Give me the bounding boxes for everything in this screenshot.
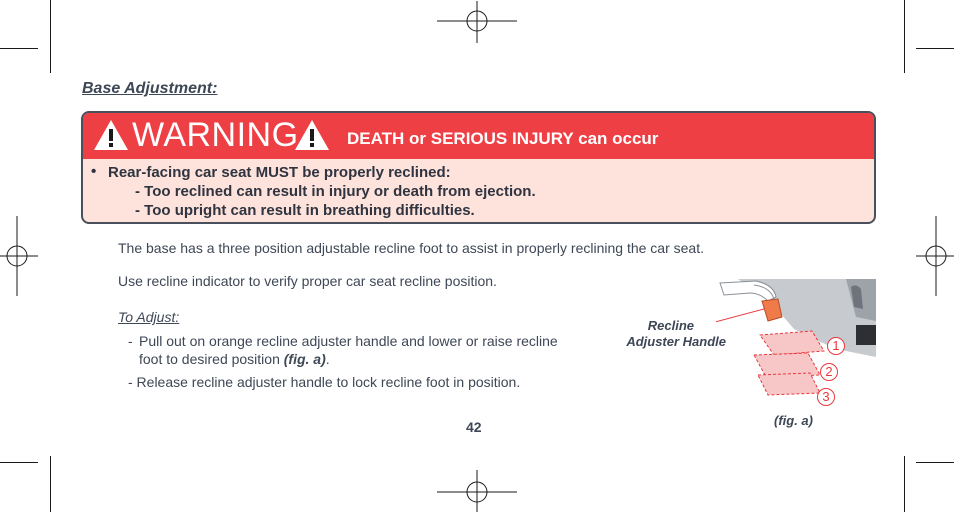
warning-triangle-icon — [93, 119, 129, 151]
crop-mark — [50, 456, 51, 512]
position-marker — [820, 363, 838, 381]
warning-sub-item: - Too reclined can result in injury or death from ejection. — [135, 183, 536, 200]
registration-mark-icon — [916, 216, 954, 296]
warning-sub-item: - Too upright can result in breathing difficulties. — [135, 202, 475, 219]
registration-mark-icon — [437, 1, 517, 43]
crop-mark — [0, 462, 38, 463]
warning-header — [83, 113, 874, 159]
warning-main-item: Rear-facing car seat MUST be properly reclined: — [108, 164, 451, 181]
position-number: 2 — [825, 364, 833, 379]
warning-title: WARNING — [132, 116, 299, 154]
crop-mark — [916, 48, 954, 49]
crop-mark — [0, 48, 38, 49]
crop-mark — [904, 0, 905, 73]
registration-mark-icon — [0, 216, 38, 296]
position-marker — [827, 337, 845, 355]
step-text: - Release recline adjuster handle to lock recline foot in position. — [128, 374, 521, 390]
registration-mark-icon — [437, 470, 517, 512]
paragraph: The base has a three position adjustable recline foot to assist in properly reclining the car seat. — [118, 240, 704, 256]
warning-subtitle: DEATH or SERIOUS INJURY can occur — [347, 129, 659, 148]
crop-mark — [904, 456, 905, 512]
step-dash: - — [128, 333, 133, 349]
to-adjust-heading: To Adjust: — [118, 309, 180, 325]
recline-foot-illustration — [716, 279, 876, 407]
step-text-prefix: foot to desired position — [139, 351, 284, 367]
callout-line: Adjuster Handle — [626, 334, 726, 349]
step-text: Pull out on orange recline adjuster handle and lower or raise recline — [139, 333, 558, 349]
step-text-suffix: . — [325, 351, 330, 367]
warning-box — [81, 111, 876, 224]
position-marker — [817, 388, 835, 406]
figure-reference: (fig. a) — [283, 351, 326, 367]
crop-mark — [50, 0, 51, 73]
position-number: 3 — [822, 389, 830, 404]
callout-label — [608, 318, 726, 350]
page-number: 42 — [466, 419, 482, 435]
position-number: 1 — [832, 338, 840, 353]
step-text — [139, 351, 330, 367]
callout-line: Recline — [647, 318, 694, 333]
warning-triangle-icon — [294, 119, 330, 151]
section-heading: Base Adjustment: — [82, 80, 218, 97]
bullet-icon: • — [91, 163, 97, 180]
figure-caption: (fig. a) — [774, 413, 813, 428]
paragraph: Use recline indicator to verify proper car seat recline position. — [118, 273, 497, 289]
crop-mark — [916, 462, 954, 463]
